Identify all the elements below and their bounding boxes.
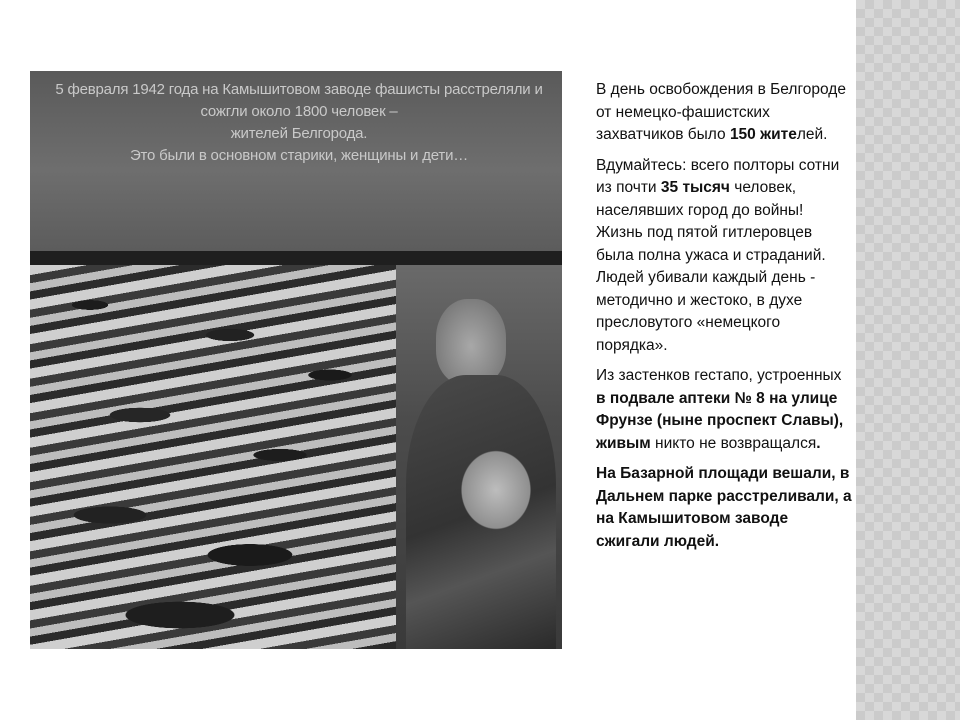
bold-text: 150 жите (729, 126, 797, 143)
bold-text: 35 тысяч (660, 179, 730, 196)
woman-hands-shape (456, 445, 536, 535)
paragraph-population (596, 155, 852, 223)
photo-divider (30, 251, 562, 265)
paragraph-gestapo (596, 365, 852, 455)
caption-line: жителей Белгорода. (230, 125, 368, 142)
decorative-side-band (856, 0, 960, 720)
paragraph-liberation-day (596, 79, 852, 147)
text-span: В день освобождения в Белгороде от немецко-фашистских захватчиков было (596, 81, 846, 143)
photo-caption-area (30, 71, 562, 251)
paragraph-executions: На Базарной площади вешали, в Дальнем парке расстреливали, а на Камышитовом заводе сжигали людей. (596, 465, 852, 550)
caption-line: сожгли около 1800 человек – (200, 103, 398, 120)
bold-text: . (816, 434, 821, 452)
caption-line: 5 февраля 1942 года на Камышитовом заводе фашисты расстреляли и (55, 81, 543, 98)
text-span: лей. (796, 126, 828, 143)
text-span: человек, населявших город до войны! (596, 179, 804, 219)
field-of-victims-photo (30, 265, 396, 649)
grieving-woman-photo (396, 265, 562, 649)
photo-caption (44, 79, 554, 167)
woman-head-shape (436, 299, 506, 385)
text-span: никто не возвращался (650, 434, 817, 452)
caption-line: Это были в основном старики, женщины и дети… (129, 147, 469, 164)
text-column (596, 79, 852, 561)
bold-text: в подвале аптеки № 8 на улице Фрунзе (ныне проспект Славы), живым (596, 389, 844, 452)
historical-photo-collage (30, 71, 562, 649)
paragraph-occupation-life: Жизнь под пятой гитлеровцев была полна ужаса и страданий. Людей убивали каждый день - методично и жестоко, в духе пресловутого «немецкого порядка». (596, 224, 826, 354)
text-span: Вдумайтесь: всего полторы сотни из почти (596, 156, 840, 196)
text-span: Из застенков гестапо, устроенных (596, 367, 842, 384)
